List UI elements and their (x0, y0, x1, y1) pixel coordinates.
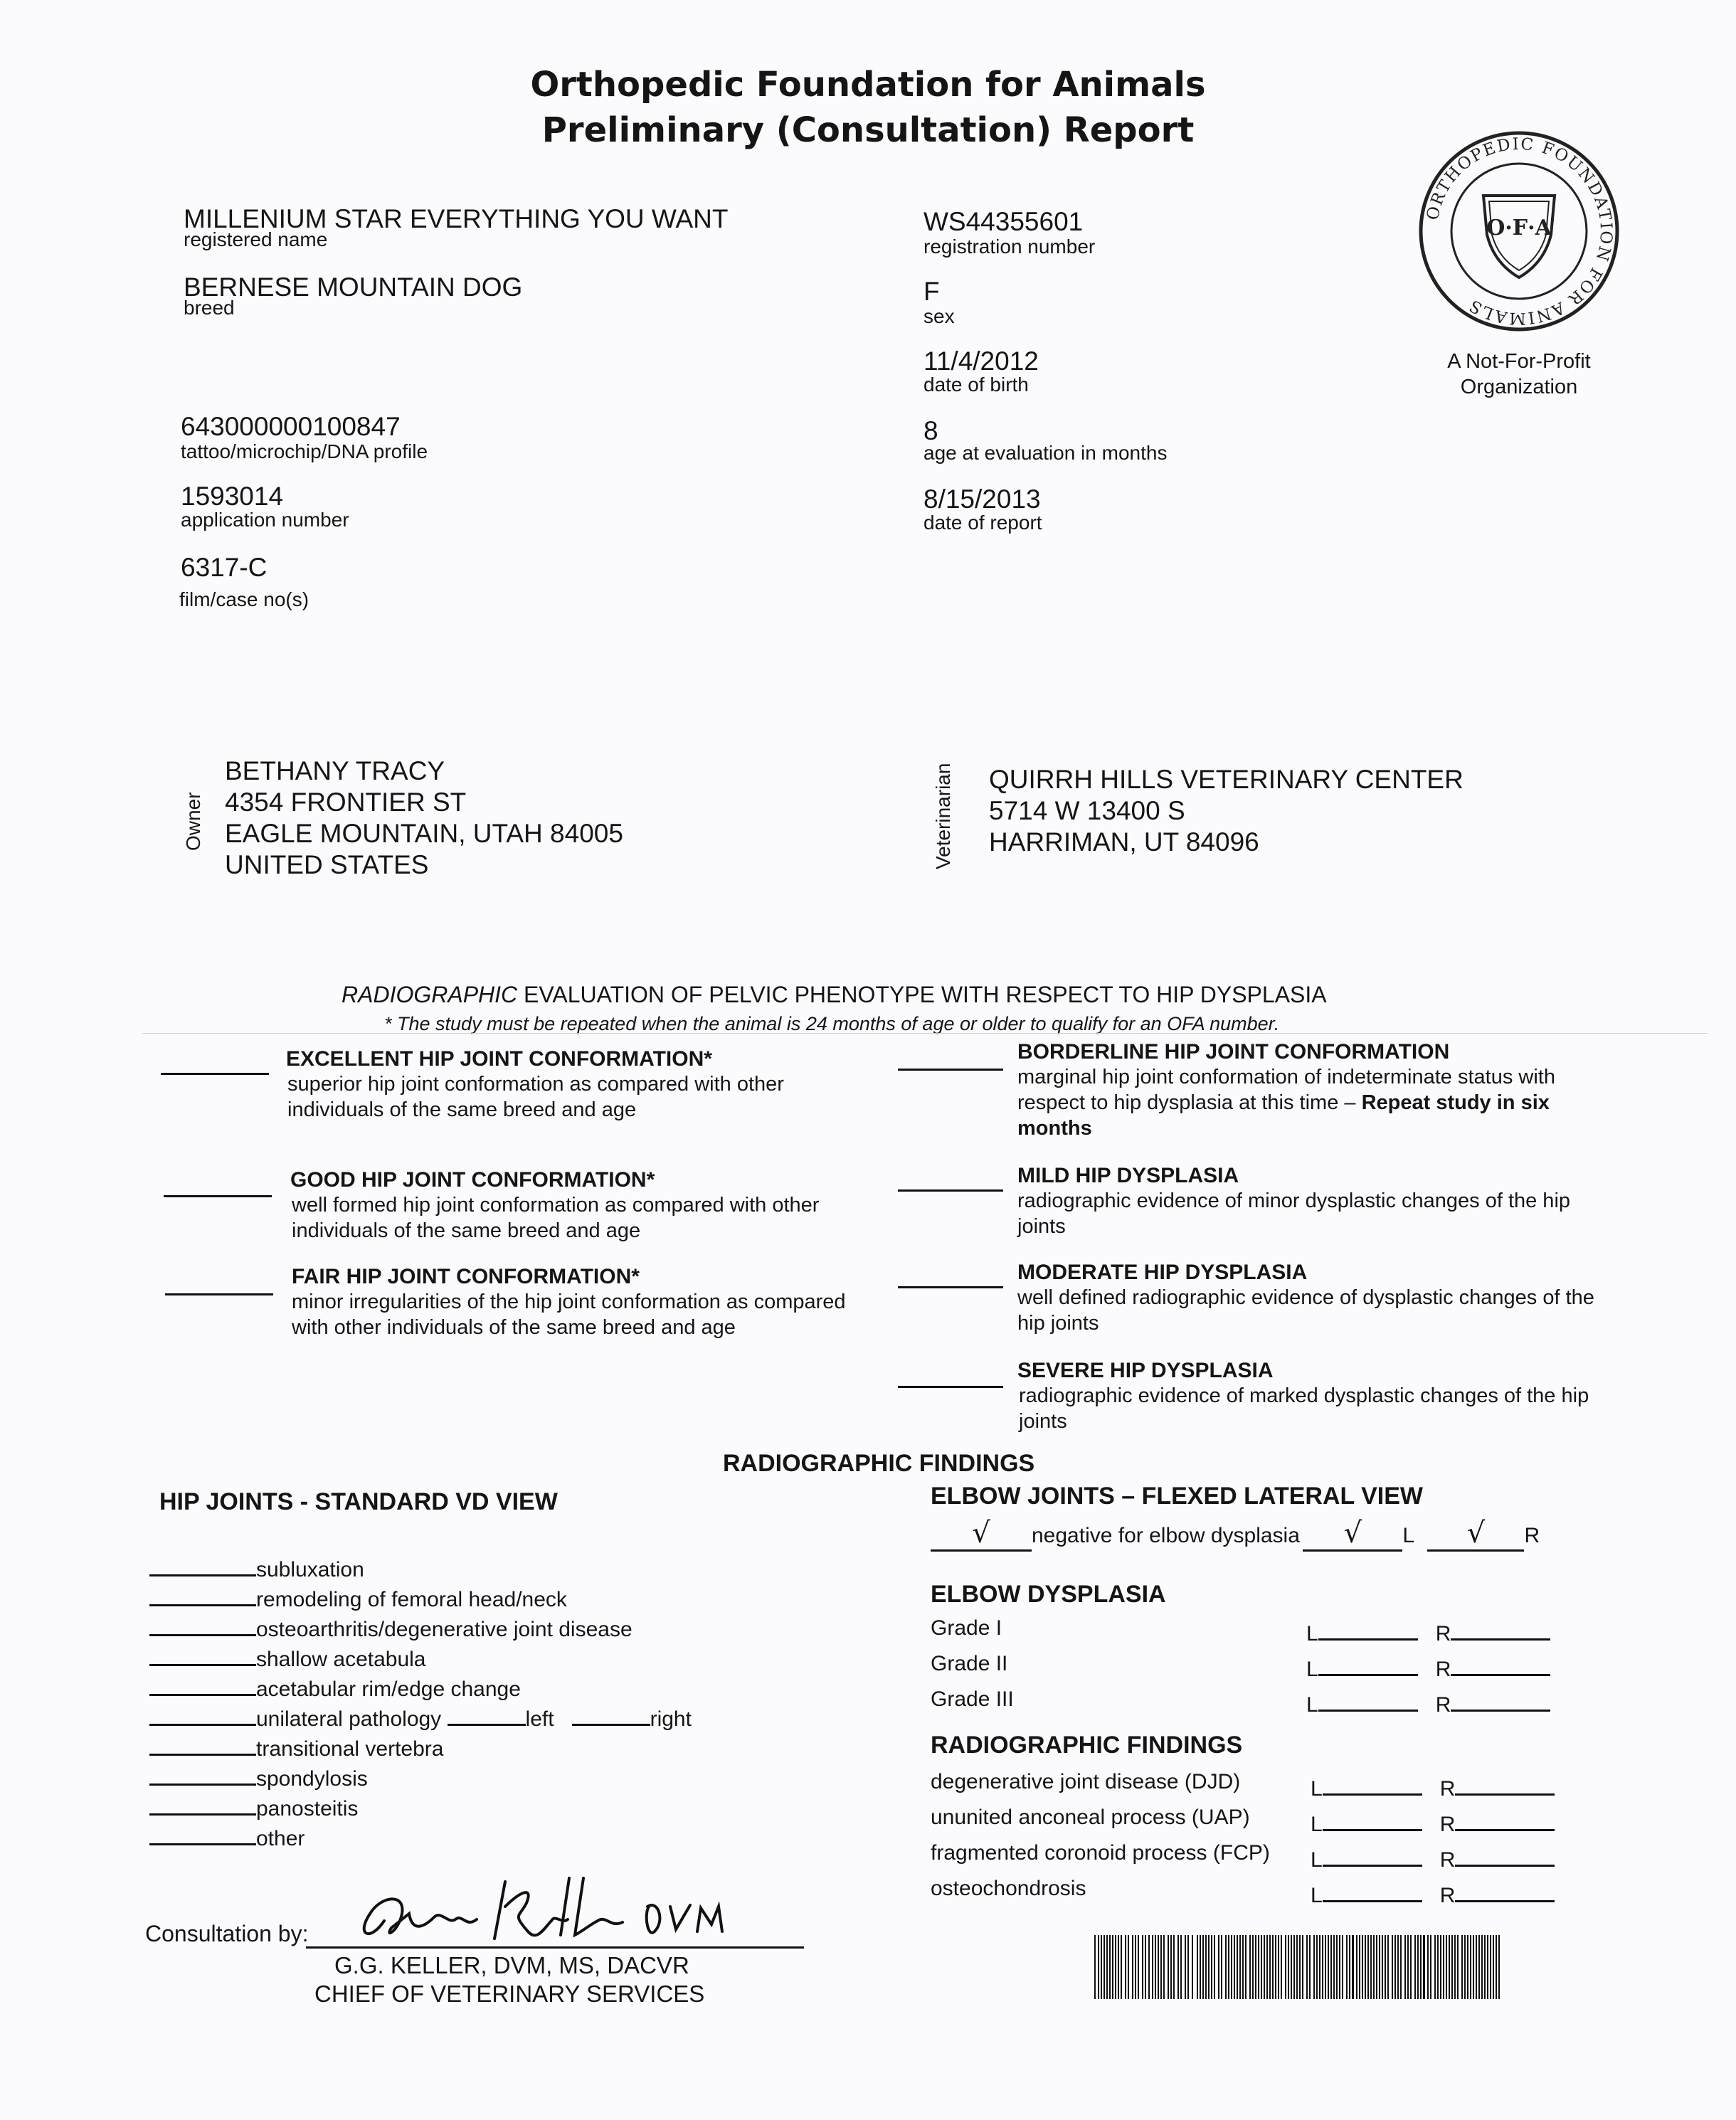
l-label: L (1311, 1884, 1323, 1907)
l-label: L (1306, 1658, 1318, 1681)
check-mark-icon: √ (1466, 1517, 1486, 1549)
r-label: R (1439, 1848, 1456, 1872)
hip-finding-blank[interactable] (149, 1784, 256, 1786)
elbow-right-blank[interactable] (1427, 1517, 1524, 1552)
tattoo-value: 643000000100847 (181, 412, 401, 441)
hip-finding-row (149, 1675, 692, 1705)
owner-line: 4354 FRONTIER ST (225, 788, 467, 817)
seal-caption-line2: Organization (1460, 376, 1578, 398)
rf-item: ununited anconeal process (UAP) (931, 1806, 1250, 1829)
hip-finding-blank[interactable] (149, 1574, 256, 1576)
grade-left-blank[interactable] (1318, 1674, 1418, 1676)
hip-finding-label: transitional vertebra (256, 1737, 444, 1761)
moderate-title: MODERATE HIP DYSPLASIA (1017, 1261, 1308, 1284)
severe-title: SEVERE HIP DYSPLASIA (1017, 1359, 1274, 1382)
rf-heading: RADIOGRAPHIC FINDINGS (931, 1732, 1243, 1759)
consultation-label: Consultation by: (145, 1921, 309, 1946)
hip-finding-row (149, 1794, 692, 1824)
handwritten-signature-icon (342, 1864, 740, 1956)
rf-left-blank[interactable] (1323, 1793, 1422, 1796)
hip-finding-label: panosteitis (256, 1797, 359, 1820)
veterinarian-address (989, 764, 1464, 858)
unilateral-right-blank[interactable] (572, 1724, 650, 1726)
rf-item: degenerative joint disease (DJD) (931, 1770, 1241, 1793)
date-of-birth-label: date of birth (923, 373, 1029, 396)
elbow-negative-row (931, 1517, 1540, 1552)
owner-line: BETHANY TRACY (225, 756, 445, 785)
borderline-title: BORDERLINE HIP JOINT CONFORMATION (1017, 1040, 1450, 1064)
report-title-line1: Orthopedic Foundation for Animals (530, 65, 1206, 105)
elbow-right-label: R (1524, 1524, 1540, 1547)
l-label: L (1311, 1848, 1323, 1872)
hip-joints-heading: HIP JOINTS - STANDARD VD VIEW (159, 1488, 558, 1515)
hip-finding-row (149, 1645, 692, 1675)
elbow-joints-heading: ELBOW JOINTS – FLEXED LATERAL VIEW (931, 1483, 1424, 1510)
rf-right-blank[interactable] (1455, 1900, 1555, 1902)
mild-title: MILD HIP DYSPLASIA (1017, 1164, 1239, 1187)
breed-value: BERNESE MOUNTAIN DOG (184, 272, 523, 302)
page-fold-divider (142, 1033, 1708, 1034)
rf-lr-row (1311, 1884, 1555, 1908)
grade-left-blank[interactable] (1318, 1638, 1418, 1641)
elbow-negative-blank[interactable] (931, 1517, 1032, 1552)
hip-finding-row (149, 1555, 692, 1585)
borderline-desc-text: marginal hip joint conformation of indeterminate status with respect to hip dysplasia at this time – (1017, 1066, 1555, 1114)
radiographic-findings-heading: RADIOGRAPHIC FINDINGS (723, 1450, 1035, 1477)
hip-findings-list (149, 1555, 692, 1854)
hip-finding-blank[interactable] (149, 1843, 256, 1845)
excellent-title: EXCELLENT HIP JOINT CONFORMATION* (286, 1047, 712, 1071)
hip-finding-blank[interactable] (149, 1813, 256, 1816)
excellent-blank[interactable] (161, 1073, 269, 1075)
l-label: L (1311, 1777, 1323, 1801)
hip-finding-label: subluxation (256, 1558, 364, 1581)
rf-lr-row (1311, 1848, 1555, 1872)
veterinarian-line: HARRIMAN, UT 84096 (989, 827, 1259, 857)
veterinarian-side-label: Veterinarian (932, 763, 954, 869)
hip-finding-blank[interactable] (149, 1694, 256, 1696)
evaluation-heading-rest: EVALUATION OF PELVIC PHENOTYPE WITH RESPECT TO HIP DYSPLASIA (517, 982, 1327, 1007)
veterinarian-line: QUIRRH HILLS VETERINARY CENTER (989, 765, 1464, 794)
unilateral-right-label: right (650, 1707, 692, 1731)
grade-right-blank[interactable] (1451, 1638, 1550, 1641)
mild-desc: radiographic evidence of minor dysplastic changes of the hip joints (1017, 1189, 1571, 1238)
elbow-left-label: L (1402, 1524, 1415, 1547)
hip-finding-row (149, 1615, 692, 1645)
grade-left-blank[interactable] (1318, 1710, 1418, 1712)
l-label: L (1306, 1622, 1318, 1645)
hip-finding-label: other (256, 1827, 305, 1850)
rf-item: fragmented coronoid process (FCP) (931, 1841, 1270, 1865)
borderline-desc-bold: Repeat study in six months (1017, 1091, 1550, 1140)
fair-title: FAIR HIP JOINT CONFORMATION* (292, 1265, 640, 1288)
signer-title: CHIEF OF VETERINARY SERVICES (314, 1981, 705, 2007)
hip-finding-row (149, 1705, 692, 1734)
hip-finding-label: unilateral pathology (256, 1707, 442, 1731)
rf-right-blank[interactable] (1455, 1865, 1555, 1867)
check-mark-icon: √ (972, 1517, 990, 1549)
borderline-desc (1017, 1064, 1608, 1141)
film-case-label: film/case no(s) (179, 588, 309, 610)
owner-side-label: Owner (182, 792, 204, 851)
hip-finding-row (149, 1764, 692, 1794)
good-desc: well formed hip joint conformation as compared with other individuals of the same breed and age (292, 1194, 820, 1242)
svg-text:ORTHOPEDIC FOUNDATION FOR ANIM: ORTHOPEDIC FOUNDATION FOR ANIMALS (1423, 134, 1616, 328)
sex-value: F (923, 277, 940, 306)
hip-finding-blank[interactable] (149, 1604, 256, 1606)
age-label: age at evaluation in months (923, 442, 1168, 464)
r-label: R (1439, 1884, 1456, 1907)
r-label: R (1439, 1777, 1456, 1801)
rf-left-blank[interactable] (1323, 1900, 1422, 1902)
borderline-blank[interactable] (898, 1069, 1003, 1071)
rf-item: osteochondrosis (931, 1877, 1086, 1900)
mild-blank[interactable] (898, 1189, 1003, 1192)
grade-label: Grade III (931, 1687, 1014, 1711)
hip-finding-label: spondylosis (256, 1767, 368, 1791)
registration-number-label: registration number (923, 235, 1096, 258)
hip-finding-label: osteoarthritis/degenerative joint disease (256, 1618, 633, 1641)
fair-blank[interactable] (165, 1293, 273, 1295)
tattoo-label: tattoo/microchip/DNA profile (181, 440, 428, 462)
grade-right-blank[interactable] (1451, 1674, 1550, 1676)
veterinarian-line: 5714 W 13400 S (989, 796, 1185, 825)
rf-right-blank[interactable] (1455, 1793, 1555, 1796)
registered-name-label: registered name (184, 228, 328, 250)
hip-finding-blank[interactable] (149, 1724, 256, 1726)
grade-lr-row (1306, 1622, 1550, 1646)
hip-finding-blank[interactable] (149, 1754, 256, 1756)
r-label: R (1435, 1693, 1451, 1717)
severe-blank[interactable] (898, 1386, 1003, 1388)
age-value: 8 (923, 416, 938, 445)
grade-lr-row (1306, 1693, 1550, 1717)
report-title-line2: Preliminary (Consultation) Report (541, 110, 1195, 150)
good-blank[interactable] (164, 1195, 272, 1197)
rf-left-blank[interactable] (1323, 1865, 1422, 1867)
rf-lr-row (1311, 1777, 1555, 1801)
hip-finding-blank[interactable] (149, 1664, 256, 1666)
moderate-desc: well defined radiographic evidence of dysplastic changes of the hip joints (1017, 1286, 1594, 1335)
application-number-value: 1593014 (181, 482, 284, 511)
l-label: L (1311, 1813, 1323, 1836)
owner-line: EAGLE MOUNTAIN, UTAH 84005 (225, 819, 623, 848)
hip-finding-blank[interactable] (149, 1634, 256, 1636)
breed-label: breed (184, 297, 235, 319)
sex-label: sex (923, 305, 955, 327)
date-of-birth-value: 11/4/2012 (923, 346, 1039, 376)
unilateral-left-label: left (525, 1707, 554, 1731)
l-label: L (1306, 1693, 1318, 1717)
owner-address (225, 756, 623, 881)
hip-finding-label: remodeling of femoral head/neck (256, 1588, 567, 1611)
grade-label: Grade II (931, 1652, 1008, 1675)
elbow-left-blank[interactable] (1303, 1517, 1402, 1552)
owner-line: UNITED STATES (225, 850, 429, 879)
date-of-report-value: 8/15/2013 (923, 484, 1041, 514)
elbow-negative-label: negative for elbow dysplasia (1032, 1524, 1300, 1547)
seal-caption (1380, 349, 1658, 400)
rf-left-blank[interactable] (1323, 1829, 1422, 1831)
rf-right-blank[interactable] (1455, 1829, 1555, 1831)
good-title: GOOD HIP JOINT CONFORMATION* (290, 1168, 655, 1192)
ofa-seal (1416, 128, 1622, 334)
evaluation-heading-italic: RADIOGRAPHIC (342, 982, 518, 1007)
ofa-seal-icon (1416, 128, 1622, 334)
hip-finding-row (149, 1734, 692, 1764)
date-of-report-label: date of report (923, 512, 1042, 534)
grade-right-blank[interactable] (1451, 1710, 1550, 1712)
seal-caption-line1: A Not-For-Profit (1447, 350, 1591, 373)
r-label: R (1435, 1658, 1451, 1681)
application-number-label: application number (181, 509, 349, 531)
evaluation-note: * The study must be repeated when the animal is 24 months of age or older to qualify for an OFA number. (384, 1013, 1280, 1034)
signer-name: G.G. KELLER, DVM, MS, DACVR (334, 1952, 689, 1978)
fair-desc: minor irregularities of the hip joint conformation as compared with other individuals of the same breed and age (292, 1290, 846, 1339)
rf-lr-row (1311, 1813, 1555, 1837)
evaluation-heading (342, 982, 1327, 1008)
r-label: R (1439, 1813, 1456, 1836)
unilateral-left-blank[interactable] (448, 1724, 526, 1726)
barcode-icon (1094, 1935, 1504, 1999)
severe-desc: radiographic evidence of marked dysplastic changes of the hip joints (1019, 1384, 1589, 1433)
registration-number-value: WS44355601 (923, 207, 1084, 236)
registered-name-value: MILLENIUM STAR EVERYTHING YOU WANT (184, 204, 729, 233)
hip-finding-label: shallow acetabula (256, 1648, 426, 1671)
grade-lr-row (1306, 1658, 1550, 1682)
film-case-value: 6317-C (181, 553, 268, 582)
check-mark-icon: √ (1343, 1517, 1362, 1549)
hip-finding-row (149, 1585, 692, 1615)
excellent-desc: superior hip joint conformation as compared with other individuals of the same breed and age (287, 1073, 784, 1121)
svg-text:O·F·A: O·F·A (1486, 216, 1552, 240)
hip-finding-row (149, 1824, 692, 1854)
moderate-blank[interactable] (898, 1286, 1003, 1288)
grade-label: Grade I (931, 1616, 1002, 1640)
elbow-dysplasia-heading: ELBOW DYSPLASIA (931, 1581, 1166, 1608)
hip-finding-label: acetabular rim/edge change (256, 1678, 521, 1701)
r-label: R (1435, 1622, 1451, 1645)
